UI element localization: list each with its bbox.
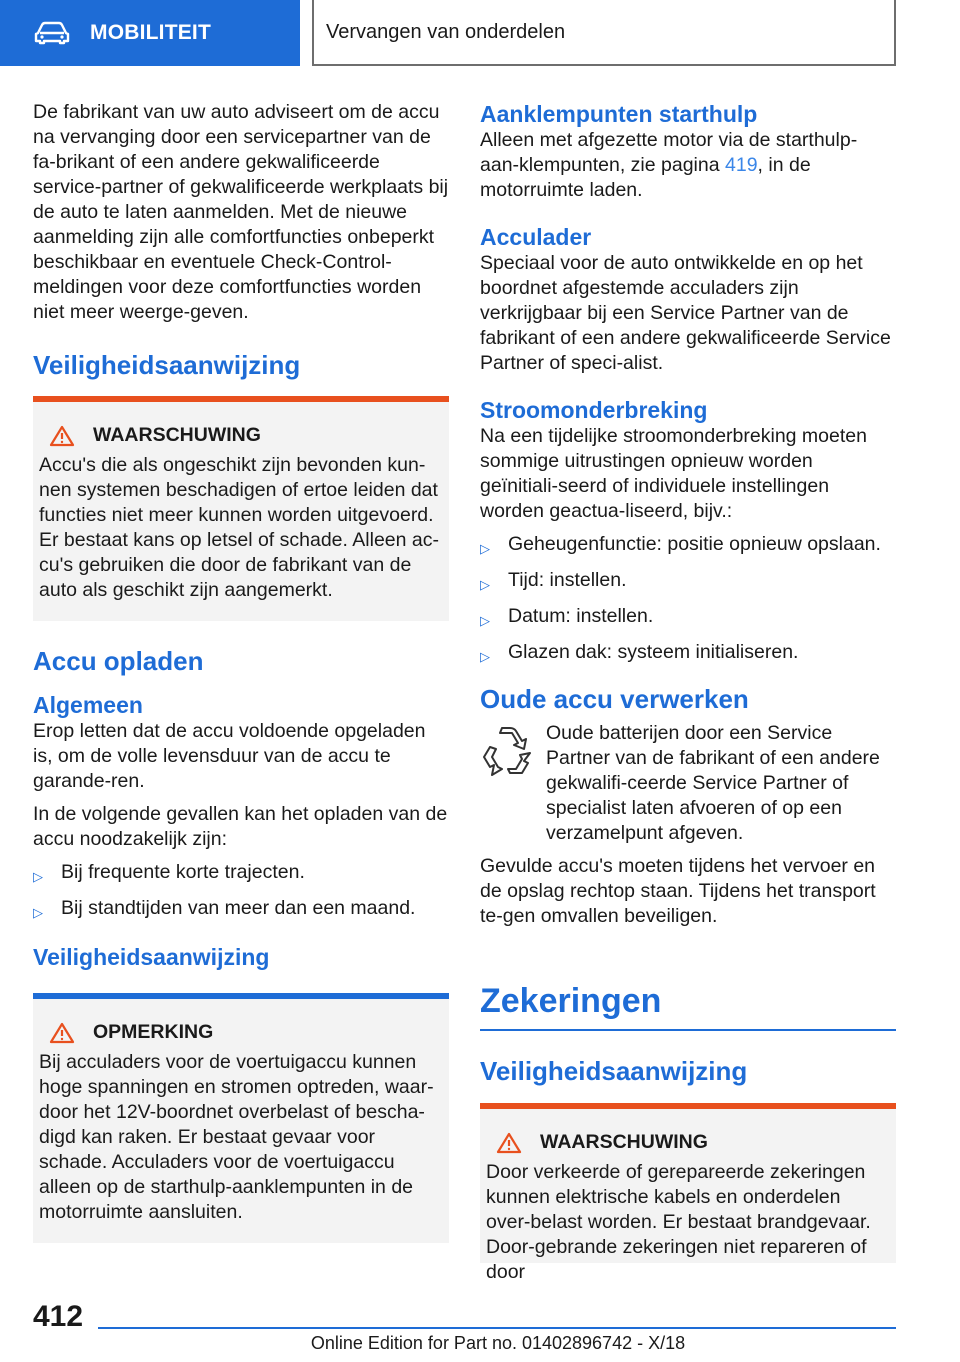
general-paragraph-1: Erop letten dat de accu voldoende opgeladen is, om de volle levensduur van de accu te garande-ren. xyxy=(33,720,426,792)
charger-heading: Acculader xyxy=(480,224,592,250)
bullet-triangle-icon: ▷ xyxy=(33,905,43,920)
page-number: 412 xyxy=(33,1300,84,1333)
charger-paragraph: Speciaal voor de auto ontwikkelde en op het boordnet afgestemde acculaders zijn verkrijgbaar bij een Service Partner van de fabrikant of een andere gekwalificeerde Service Partner of speci-alist. xyxy=(480,252,891,374)
right-column xyxy=(480,100,896,1283)
heading-rule xyxy=(480,1029,896,1031)
warning-title: WAARSCHUWING xyxy=(486,1131,888,1154)
general-list xyxy=(33,860,449,925)
warning-triangle-icon xyxy=(496,1132,522,1154)
dispose-paragraph-2: Gevulde accu's moeten tijdens het vervoer en de opslag rechtop staan. Tijdens het transport te-gen omvallen beveiligen. xyxy=(480,855,876,927)
fuses-warning-box xyxy=(480,1103,896,1283)
jump-start-paragraph: Alleen met afgezette motor via de starthulp-aan-klempunten, zie pagina 419, in de motorruimte laden. xyxy=(480,129,858,201)
interrupt-list xyxy=(480,532,896,669)
warning-text: Accu's die als ongeschikt zijn bevonden kun-nen systemen beschadigen of ertoe leiden dat functies niet meer kunnen worden uitgevoerd. Er bestaat kans op letsel of schade. Alleen ac-cu's gebruiken die door de fabrikant van de auto als geschikt zijn aangemerkt. xyxy=(39,454,439,601)
dispose-block xyxy=(480,721,896,846)
note-title: OPMERKING xyxy=(39,1021,441,1044)
fuses-safety-heading: Veiligheidsaanwijzing xyxy=(480,1056,748,1086)
section-label: MOBILITEIT xyxy=(90,21,211,44)
bullet-triangle-icon: ▷ xyxy=(480,541,490,556)
note-box xyxy=(33,993,449,1243)
left-column xyxy=(33,100,449,1243)
bullet-triangle-icon: ▷ xyxy=(480,613,490,628)
note-text: Bij acculaders voor de voertuigaccu kunnen hoge spanningen en stromen optreden, waar-door het 12V-boordnet overbelast of bescha-digd kan raken. Er bestaat gevaar voor schade. Acculaders voor de voertuigaccu alleen op de starthulp-aanklempunten in de motorruimte aansluiten. xyxy=(39,1051,434,1223)
list-item: ▷ Bij frequente korte trajecten. xyxy=(33,860,449,889)
warning-text: Door verkeerde of gerepareerde zekeringen kunnen elektrische kabels en onderdelen over-belast worden. Er bestaat brandgevaar. Door-gebrande zekeringen niet repareren of door xyxy=(486,1161,871,1283)
footer-edition: Online Edition for Part no. 01402896742 - X/18 xyxy=(310,1333,686,1353)
safety-heading-2: Veiligheidsaanwijzing xyxy=(33,944,270,970)
page-link[interactable]: 419 xyxy=(725,154,758,176)
fuses-heading: Zekeringen xyxy=(480,982,662,1020)
list-item: ▷ Glazen dak: systeem initialiseren. xyxy=(480,640,896,669)
warning-triangle-icon xyxy=(49,425,75,447)
general-heading: Algemeen xyxy=(33,692,143,718)
safety-heading: Veiligheidsaanwijzing xyxy=(33,350,301,380)
recycle-icon xyxy=(480,725,532,777)
interrupt-paragraph: Na een tijdelijke stroomonderbreking moeten sommige uitrustingen opnieuw worden geïnitiali-seerd of individuele instellingen worden geactua-liseerd, bijv.: xyxy=(480,425,867,522)
list-item: ▷ Datum: instellen. xyxy=(480,604,896,633)
intro-paragraph: De fabrikant van uw auto adviseert om de accu na vervanging door een servicepartner van de fa-brikant of een andere gekwalificeerde service-partner of gekwalificeerde werkplaats bij de auto te laten aanmelden. Met de nieuwe aanmelding zijn alle comfortfuncties onbeperkt beschikbaar en eventuele Check-Control-meldingen voor deze comfortfuncties worden niet meer weerge-geven. xyxy=(33,101,449,323)
dispose-text: Oude batterijen door een Service Partner van de fabrikant of een andere gekwalifi-ceerde Service Partner of specialist laten afvoeren of op een verzamelpunt afgeven. xyxy=(546,722,880,844)
charge-heading: Accu opladen xyxy=(33,646,204,676)
warning-triangle-icon xyxy=(49,1022,75,1044)
list-item: ▷ Tijd: instellen. xyxy=(480,568,896,597)
bullet-triangle-icon: ▷ xyxy=(33,869,43,884)
warning-title: WAARSCHUWING xyxy=(39,424,441,447)
list-item: ▷ Geheugenfunctie: positie opnieuw opslaan. xyxy=(480,532,896,561)
general-paragraph-2: In de volgende gevallen kan het opladen van de accu noodzakelijk zijn: xyxy=(33,803,448,850)
section-tab[interactable] xyxy=(0,0,300,66)
interrupt-heading: Stroomonderbreking xyxy=(480,397,708,423)
warning-box xyxy=(33,396,449,621)
bullet-triangle-icon: ▷ xyxy=(480,577,490,592)
jump-start-heading: Aanklempunten starthulp xyxy=(480,101,758,127)
bullet-triangle-icon: ▷ xyxy=(480,649,490,664)
chapter-label: Vervangen van onderdelen xyxy=(326,20,566,43)
chapter-title xyxy=(312,0,896,66)
dispose-heading: Oude accu verwerken xyxy=(480,684,749,714)
car-icon xyxy=(34,21,70,45)
footer-rule xyxy=(98,1327,896,1329)
list-item: ▷ Bij standtijden van meer dan een maand. xyxy=(33,896,449,925)
